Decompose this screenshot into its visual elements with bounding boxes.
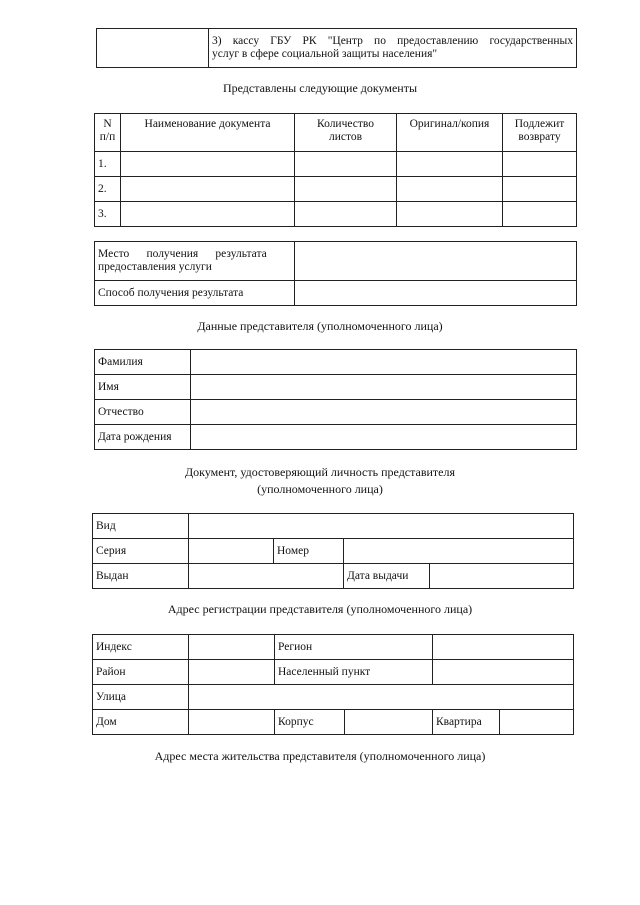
header-number — [95, 114, 121, 152]
region-field[interactable] — [433, 635, 574, 660]
sheet-count-cell[interactable] — [295, 202, 397, 227]
row-number: 1. — [95, 152, 121, 177]
table-row — [95, 202, 577, 227]
result-method-field[interactable] — [295, 281, 577, 306]
apartment-field[interactable] — [500, 710, 574, 735]
payment-option-text — [209, 29, 577, 68]
id-document-table — [92, 513, 574, 589]
table-row — [95, 152, 577, 177]
row-number: 2. — [95, 177, 121, 202]
house-field[interactable] — [189, 710, 275, 735]
street-field[interactable] — [189, 685, 574, 710]
number-field[interactable] — [344, 539, 574, 564]
building-field[interactable] — [345, 710, 433, 735]
document-name-cell[interactable] — [121, 202, 295, 227]
registration-address-table — [92, 634, 574, 735]
payment-option-line-2: услуг в сфере социальной защиты населения" — [212, 48, 438, 60]
residence-address-heading: Адрес места жительства представителя (уполномоченного лица) — [154, 749, 486, 763]
id-document-heading-2: (уполномоченного лица) — [257, 482, 383, 496]
result-method-label: Способ получения результата — [95, 281, 295, 306]
surname-field[interactable] — [191, 350, 577, 375]
document-name-cell[interactable] — [121, 177, 295, 202]
blank-cell[interactable] — [97, 29, 209, 68]
original-copy-cell[interactable] — [397, 152, 503, 177]
sheet-count-cell[interactable] — [295, 152, 397, 177]
header-count-line-1: Количество — [317, 118, 374, 130]
street-label: Улица — [93, 685, 189, 710]
result-place-label — [95, 242, 295, 281]
id-document-heading-1: Документ, удостоверяющий личность представителя — [184, 465, 456, 479]
doc-type-field[interactable] — [189, 514, 574, 539]
issue-date-field[interactable] — [430, 564, 574, 589]
payment-method-table — [96, 28, 577, 68]
surname-label: Фамилия — [95, 350, 191, 375]
registration-address-heading: Адрес регистрации представителя (уполномоченного лица) — [167, 602, 473, 616]
return-cell[interactable] — [503, 152, 577, 177]
return-cell[interactable] — [503, 202, 577, 227]
header-document-name: Наименование документа — [121, 114, 295, 152]
issued-by-label: Выдан — [93, 564, 189, 589]
house-label: Дом — [93, 710, 189, 735]
index-label: Индекс — [93, 635, 189, 660]
name-label: Имя — [95, 375, 191, 400]
number-label: Номер — [274, 539, 344, 564]
issued-by-field[interactable] — [189, 564, 344, 589]
patronymic-field[interactable] — [191, 400, 577, 425]
representative-table — [94, 349, 577, 450]
name-field[interactable] — [191, 375, 577, 400]
locality-label: Населенный пункт — [275, 660, 433, 685]
header-return — [503, 114, 577, 152]
issue-date-label: Дата выдачи — [344, 564, 430, 589]
result-table — [94, 241, 577, 306]
header-sheet-count — [295, 114, 397, 152]
district-field[interactable] — [189, 660, 275, 685]
header-count-line-2: листов — [328, 131, 363, 143]
result-place-line-2: предоставления услуги — [98, 261, 212, 273]
documents-table — [94, 113, 577, 227]
sheet-count-cell[interactable] — [295, 177, 397, 202]
building-label: Корпус — [275, 710, 345, 735]
series-field[interactable] — [189, 539, 274, 564]
representative-heading: Данные представителя (уполномоченного лица) — [197, 319, 443, 333]
result-place-field[interactable] — [295, 242, 577, 281]
payment-option-line-1: 3) кассу ГБУ РК "Центр по предоставлению государственных — [212, 35, 573, 47]
apartment-label: Квартира — [433, 710, 500, 735]
birth-date-field[interactable] — [191, 425, 577, 450]
locality-field[interactable] — [433, 660, 574, 685]
row-number: 3. — [95, 202, 121, 227]
birth-date-label: Дата рождения — [95, 425, 191, 450]
table-row — [95, 177, 577, 202]
documents-heading: Представлены следующие документы — [222, 81, 418, 95]
header-number-line-1: N — [103, 118, 112, 130]
return-cell[interactable] — [503, 177, 577, 202]
series-label: Серия — [93, 539, 189, 564]
result-place-line-1: Место получения результата — [98, 248, 267, 260]
district-label: Район — [93, 660, 189, 685]
header-original-copy: Оригинал/копия — [397, 114, 503, 152]
patronymic-label: Отчество — [95, 400, 191, 425]
document-name-cell[interactable] — [121, 152, 295, 177]
original-copy-cell[interactable] — [397, 177, 503, 202]
original-copy-cell[interactable] — [397, 202, 503, 227]
doc-type-label: Вид — [93, 514, 189, 539]
index-field[interactable] — [189, 635, 275, 660]
header-return-line-2: возврату — [518, 131, 561, 143]
header-number-line-2: п/п — [99, 131, 116, 143]
header-return-line-1: Подлежит — [514, 118, 565, 130]
region-label: Регион — [275, 635, 433, 660]
